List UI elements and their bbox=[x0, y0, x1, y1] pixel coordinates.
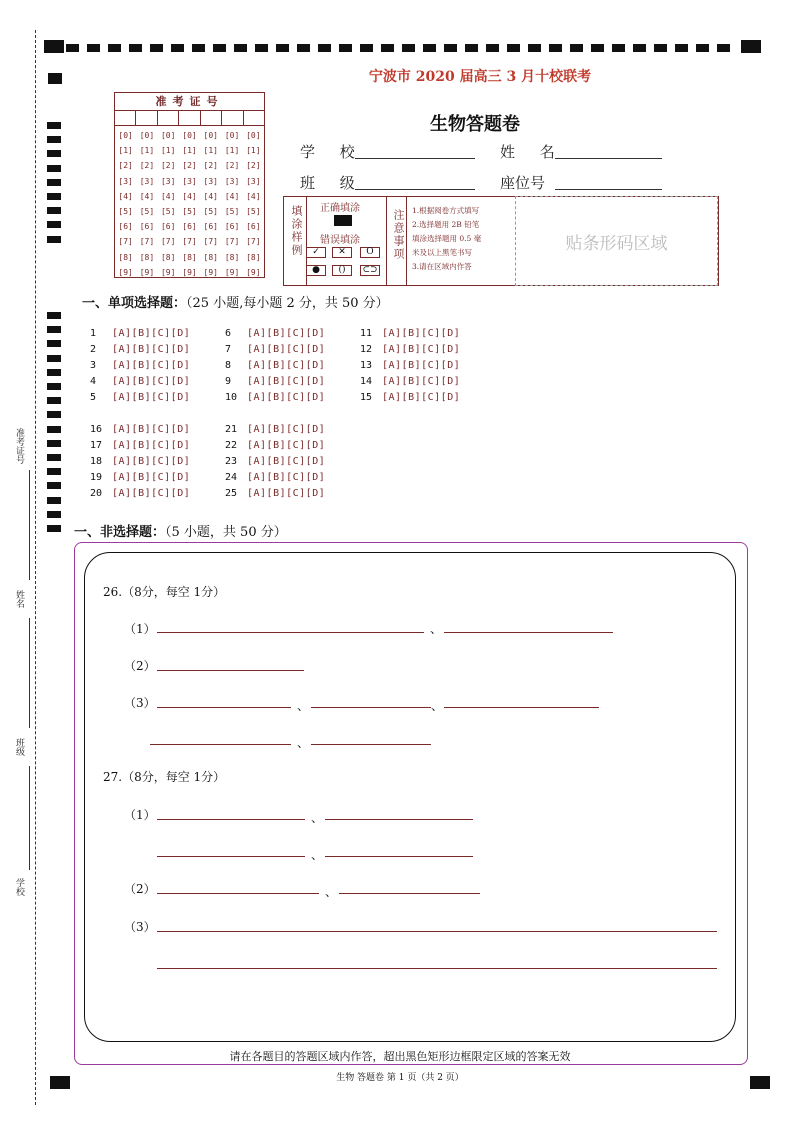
wrong-fill-label: 错误填涂 bbox=[320, 235, 360, 246]
mcq-number: 19 bbox=[90, 472, 103, 483]
admission-bubble[interactable]: [2] bbox=[118, 161, 133, 171]
timing-mark bbox=[47, 426, 61, 433]
timing-mark bbox=[47, 397, 61, 404]
mcq-question-5 bbox=[90, 392, 190, 403]
document-title: 生物答题卷 bbox=[430, 114, 520, 135]
admission-bubble[interactable]: [0] bbox=[139, 131, 155, 141]
exam-title: 宁波市 2020 届高三 3 月十校联考 bbox=[368, 69, 592, 85]
mcq-options[interactable]: [A][B][C][D] bbox=[382, 376, 461, 387]
admission-bubble[interactable]: [3] bbox=[224, 176, 240, 186]
name-label: 姓 名 bbox=[500, 143, 565, 161]
timing-mark bbox=[47, 497, 61, 504]
timing-mark-corner bbox=[741, 40, 761, 53]
mcq-question-2 bbox=[90, 344, 190, 355]
admission-bubble[interactable]: [4] bbox=[203, 191, 218, 201]
timing-mark bbox=[47, 369, 61, 376]
admission-bubble[interactable]: [4] bbox=[139, 191, 155, 201]
mcq-number: 14 bbox=[360, 376, 373, 387]
mcq-question-8 bbox=[225, 360, 325, 371]
q27-1-blank-c[interactable] bbox=[157, 856, 305, 857]
admission-bubble[interactable]: [6] bbox=[246, 222, 261, 232]
admission-bubble[interactable]: [5] bbox=[139, 207, 155, 217]
mcq-question-9 bbox=[225, 376, 325, 387]
mcq-options[interactable]: [A][B][C][D] bbox=[247, 440, 326, 451]
class-field[interactable] bbox=[355, 189, 475, 190]
section2-title: 一、非选择题： bbox=[74, 525, 166, 540]
timing-mark bbox=[47, 525, 61, 532]
admission-digit-row bbox=[115, 204, 264, 219]
mcq-options[interactable]: [A][B][C][D] bbox=[247, 456, 326, 467]
mcq-number: 7 bbox=[225, 344, 232, 355]
mcq-question-6 bbox=[225, 328, 325, 339]
q27-part2-label: （2） bbox=[124, 882, 156, 896]
mcq-number: 18 bbox=[90, 456, 103, 467]
admission-bubble[interactable]: [5] bbox=[203, 207, 218, 217]
wrong-mark-cross: ✕ bbox=[332, 247, 352, 258]
notice-line: 米及以上黑笔书写 bbox=[412, 248, 472, 257]
q27-1-blank-b[interactable] bbox=[325, 819, 473, 820]
admission-bubble[interactable]: [0] bbox=[224, 131, 240, 141]
mcq-number: 8 bbox=[225, 360, 232, 371]
mcq-question-13 bbox=[360, 360, 460, 371]
school-label: 学 校 bbox=[300, 143, 365, 161]
mcq-number: 21 bbox=[225, 424, 238, 435]
mcq-question-16 bbox=[90, 424, 190, 435]
name-field[interactable] bbox=[555, 158, 662, 159]
mcq-question-21 bbox=[225, 424, 325, 435]
timing-mark bbox=[47, 326, 61, 333]
admission-bubble[interactable]: [5] bbox=[118, 207, 133, 217]
mcq-options[interactable]: [A][B][C][D] bbox=[247, 376, 326, 387]
admission-bubble[interactable]: [1] bbox=[139, 146, 155, 156]
admission-bubble[interactable]: [9] bbox=[160, 267, 176, 277]
mcq-question-15 bbox=[360, 392, 460, 403]
mcq-options[interactable]: [A][B][C][D] bbox=[112, 472, 191, 483]
admission-bubble[interactable]: [9] bbox=[203, 267, 218, 277]
timing-mark bbox=[47, 122, 61, 129]
fill-sample-label: 填涂样例 bbox=[290, 205, 303, 257]
timing-mark bbox=[47, 482, 61, 489]
mcq-question-18 bbox=[90, 456, 190, 467]
admission-bubble[interactable]: [3] bbox=[246, 176, 261, 186]
q26-3-blank-d[interactable] bbox=[150, 744, 291, 745]
admission-bubble[interactable]: [4] bbox=[182, 191, 197, 201]
mcq-question-4 bbox=[90, 376, 190, 387]
timing-mark bbox=[47, 440, 61, 447]
q26-title: 26.（8分，每空 1分） bbox=[103, 585, 226, 599]
q26-3-blank-a[interactable] bbox=[157, 707, 291, 708]
mcq-question-23 bbox=[225, 456, 325, 467]
mcq-question-25 bbox=[225, 488, 325, 499]
admission-bubble[interactable]: [6] bbox=[160, 222, 176, 232]
class-label: 班 级 bbox=[300, 174, 365, 192]
admission-bubble[interactable]: [0] bbox=[246, 131, 261, 141]
mcq-options[interactable]: [A][B][C][D] bbox=[247, 424, 326, 435]
admission-bubble[interactable]: [6] bbox=[139, 222, 155, 232]
notice-line: 3.请在区域内作答 bbox=[412, 262, 472, 271]
admission-bubble[interactable]: [2] bbox=[203, 161, 218, 171]
admission-bubble[interactable]: [8] bbox=[246, 252, 261, 262]
admission-bubble[interactable]: [2] bbox=[182, 161, 197, 171]
admission-bubble[interactable]: [8] bbox=[139, 252, 155, 262]
timing-mark bbox=[47, 383, 61, 390]
admission-bubble[interactable]: [9] bbox=[118, 267, 133, 277]
mcq-number: 16 bbox=[90, 424, 103, 435]
admission-bubble[interactable]: [4] bbox=[160, 191, 176, 201]
admission-bubble[interactable]: [1] bbox=[182, 146, 197, 156]
mcq-number: 4 bbox=[90, 376, 97, 387]
q26-part1-label: （1） bbox=[124, 622, 156, 636]
mcq-number: 6 bbox=[225, 328, 232, 339]
mcq-number: 13 bbox=[360, 360, 373, 371]
binding-label-class: 班级 bbox=[14, 738, 24, 756]
timing-mark-strip bbox=[66, 44, 736, 52]
admission-bubble[interactable]: [0] bbox=[160, 131, 176, 141]
mcq-number: 5 bbox=[90, 392, 97, 403]
section1-desc: （25 小题,每小题 2 分，共 50 分） bbox=[186, 296, 389, 311]
mcq-number: 22 bbox=[225, 440, 238, 451]
admission-bubble[interactable]: [7] bbox=[118, 237, 133, 247]
mcq-number: 12 bbox=[360, 344, 373, 355]
notice-line: 填涂选择题用 0.5 毫 bbox=[412, 234, 482, 243]
admission-bubble[interactable]: [2] bbox=[160, 161, 176, 171]
admission-bubble[interactable]: [1] bbox=[203, 146, 218, 156]
mcq-question-17 bbox=[90, 440, 190, 451]
q26-3-blank-c[interactable] bbox=[444, 707, 599, 708]
admission-digit-row bbox=[115, 250, 264, 265]
timing-mark bbox=[47, 312, 61, 319]
mcq-question-19 bbox=[90, 472, 190, 483]
admission-bubble[interactable]: [8] bbox=[224, 252, 240, 262]
admission-bubble[interactable]: [9] bbox=[182, 267, 197, 277]
admission-bubble[interactable]: [0] bbox=[182, 131, 197, 141]
mcq-question-24 bbox=[225, 472, 325, 483]
separator: 、 bbox=[297, 699, 310, 713]
admission-digit-row bbox=[115, 158, 264, 173]
mcq-options[interactable]: [A][B][C][D] bbox=[112, 424, 191, 435]
timing-mark bbox=[47, 511, 61, 518]
mcq-number: 11 bbox=[360, 328, 373, 339]
q27-3-blank-a[interactable] bbox=[157, 931, 717, 932]
q26-1-blank-b[interactable] bbox=[444, 632, 613, 633]
mcq-options[interactable]: [A][B][C][D] bbox=[382, 392, 461, 403]
admission-bubble[interactable]: [2] bbox=[139, 161, 155, 171]
admission-bubble[interactable]: [1] bbox=[224, 146, 240, 156]
notice-label: 注意事项 bbox=[392, 209, 405, 261]
admission-bubble[interactable]: [3] bbox=[182, 176, 197, 186]
seat-label: 座位号 bbox=[500, 174, 546, 192]
q26-3-blank-e[interactable] bbox=[311, 744, 431, 745]
mcq-options[interactable]: [A][B][C][D] bbox=[247, 328, 326, 339]
admission-bubble[interactable]: [1] bbox=[160, 146, 176, 156]
admission-bubble[interactable]: [5] bbox=[224, 207, 240, 217]
admission-bubble[interactable]: [5] bbox=[246, 207, 261, 217]
wrong-mark-dot: ● bbox=[306, 265, 326, 276]
mcq-number: 1 bbox=[90, 328, 97, 339]
wrong-mark-oval: ⊂⊃ bbox=[360, 265, 380, 276]
mcq-number: 2 bbox=[90, 344, 97, 355]
timing-mark-corner bbox=[44, 40, 64, 53]
admission-bubble[interactable]: [1] bbox=[246, 146, 261, 156]
correct-fill-label: 正确填涂 bbox=[320, 203, 360, 214]
admission-digit-row bbox=[115, 128, 264, 143]
correct-fill-mark bbox=[334, 215, 352, 226]
admission-bubble[interactable]: [0] bbox=[118, 131, 133, 141]
q27-2-blank-a[interactable] bbox=[157, 893, 319, 894]
admission-digit-row bbox=[115, 174, 264, 189]
mcq-options[interactable]: [A][B][C][D] bbox=[112, 344, 191, 355]
mcq-question-22 bbox=[225, 440, 325, 451]
q27-1-blank-a[interactable] bbox=[157, 819, 305, 820]
mcq-options[interactable]: [A][B][C][D] bbox=[247, 392, 326, 403]
mcq-number: 17 bbox=[90, 440, 103, 451]
q26-3-blank-b[interactable] bbox=[311, 707, 431, 708]
admission-bubble[interactable]: [3] bbox=[203, 176, 218, 186]
binding-underline bbox=[29, 470, 30, 580]
timing-mark bbox=[47, 179, 61, 186]
mcq-number: 20 bbox=[90, 488, 103, 499]
mcq-number: 24 bbox=[225, 472, 238, 483]
mcq-options[interactable]: [A][B][C][D] bbox=[382, 360, 461, 371]
mcq-options[interactable]: [A][B][C][D] bbox=[247, 472, 326, 483]
q27-part3-label: （3） bbox=[124, 920, 156, 934]
timing-mark bbox=[47, 236, 61, 243]
q27-part1-label: （1） bbox=[124, 808, 156, 822]
admission-bubble[interactable]: [9] bbox=[139, 267, 155, 277]
mcq-options[interactable]: [A][B][C][D] bbox=[112, 488, 191, 499]
mcq-options[interactable]: [A][B][C][D] bbox=[247, 344, 326, 355]
wrong-mark-circle: O bbox=[360, 247, 380, 258]
timing-mark bbox=[47, 150, 61, 157]
mcq-question-12 bbox=[360, 344, 460, 355]
admission-digit-row bbox=[115, 234, 264, 249]
seat-field[interactable] bbox=[555, 189, 662, 190]
mcq-question-11 bbox=[360, 328, 460, 339]
mcq-options[interactable]: [A][B][C][D] bbox=[112, 360, 191, 371]
admission-bubble[interactable]: [6] bbox=[182, 222, 197, 232]
q27-2-blank-b[interactable] bbox=[339, 893, 480, 894]
mcq-number: 3 bbox=[90, 360, 97, 371]
timing-mark-corner bbox=[750, 1076, 770, 1089]
admission-bubble[interactable]: [7] bbox=[203, 237, 218, 247]
admission-bubble[interactable]: [4] bbox=[246, 191, 261, 201]
q27-3-blank-b[interactable] bbox=[157, 968, 717, 969]
admission-bubble[interactable]: [7] bbox=[160, 237, 176, 247]
separator: 、 bbox=[325, 885, 338, 899]
mcq-question-14 bbox=[360, 376, 460, 387]
admission-bubble[interactable]: [3] bbox=[118, 176, 133, 186]
mcq-question-1 bbox=[90, 328, 190, 339]
admission-bubble[interactable]: [5] bbox=[182, 207, 197, 217]
admission-bubble[interactable]: [9] bbox=[224, 267, 240, 277]
admission-bubble[interactable]: [5] bbox=[160, 207, 176, 217]
q27-title: 27.（8分，每空 1分） bbox=[103, 770, 226, 784]
admission-bubble[interactable]: [4] bbox=[118, 191, 133, 201]
timing-mark bbox=[47, 207, 61, 214]
admission-bubble[interactable]: [7] bbox=[139, 237, 155, 247]
mcq-number: 15 bbox=[360, 392, 373, 403]
timing-mark bbox=[47, 165, 61, 172]
admission-bubble[interactable]: [9] bbox=[246, 267, 261, 277]
wrong-mark-check: ✓ bbox=[306, 247, 326, 258]
q26-part3-label: （3） bbox=[124, 696, 156, 710]
mcq-options[interactable]: [A][B][C][D] bbox=[112, 440, 191, 451]
mcq-options[interactable]: [A][B][C][D] bbox=[382, 344, 461, 355]
q26-2-blank[interactable] bbox=[157, 670, 304, 671]
mcq-number: 9 bbox=[225, 376, 232, 387]
admission-bubble[interactable]: [2] bbox=[246, 161, 261, 171]
section2-desc: （5 小题，共 50 分） bbox=[165, 525, 287, 540]
notice-line: 1.根据阅卷方式填写 bbox=[412, 206, 480, 215]
timing-mark bbox=[47, 340, 61, 347]
timing-mark bbox=[47, 355, 61, 362]
q26-1-blank-a[interactable] bbox=[157, 632, 424, 633]
admission-bubble[interactable]: [8] bbox=[118, 252, 133, 262]
mcq-question-10 bbox=[225, 392, 325, 403]
admission-bubble[interactable]: [3] bbox=[139, 176, 155, 186]
school-field[interactable] bbox=[355, 158, 475, 159]
admission-bubble[interactable]: [2] bbox=[224, 161, 240, 171]
mcq-number: 10 bbox=[225, 392, 238, 403]
mcq-question-20 bbox=[90, 488, 190, 499]
admission-number-grid bbox=[114, 92, 265, 278]
mcq-options[interactable]: [A][B][C][D] bbox=[112, 376, 191, 387]
mcq-options[interactable]: [A][B][C][D] bbox=[112, 328, 191, 339]
timing-mark bbox=[47, 193, 61, 200]
mcq-options[interactable]: [A][B][C][D] bbox=[382, 328, 461, 339]
binding-line bbox=[35, 30, 36, 1105]
admission-digit-row bbox=[115, 189, 264, 204]
timing-mark-corner bbox=[50, 1076, 70, 1089]
admission-bubble[interactable]: [7] bbox=[224, 237, 240, 247]
mcq-options[interactable]: [A][B][C][D] bbox=[247, 488, 326, 499]
q27-1-blank-d[interactable] bbox=[325, 856, 473, 857]
timing-mark bbox=[48, 73, 62, 84]
mcq-options[interactable]: [A][B][C][D] bbox=[112, 456, 191, 467]
notice-line: 2.选择题用 2B 铅笔 bbox=[412, 220, 480, 229]
timing-mark bbox=[47, 136, 61, 143]
binding-underline bbox=[29, 618, 30, 728]
q26-part2-label: （2） bbox=[124, 659, 156, 673]
section1-title: 一、单项选择题： bbox=[82, 296, 187, 311]
timing-mark bbox=[47, 221, 61, 228]
admission-bubble[interactable]: [4] bbox=[224, 191, 240, 201]
admission-bubble[interactable]: [6] bbox=[118, 222, 133, 232]
admission-bubble[interactable]: [6] bbox=[224, 222, 240, 232]
timing-mark bbox=[47, 468, 61, 475]
admission-write-cells[interactable] bbox=[115, 111, 264, 126]
admission-bubble-rows[interactable] bbox=[115, 126, 264, 280]
admission-digit-row bbox=[115, 143, 264, 158]
mcq-number: 25 bbox=[225, 488, 238, 499]
separator: 、 bbox=[297, 736, 310, 750]
mcq-options[interactable]: [A][B][C][D] bbox=[112, 392, 191, 403]
mcq-question-7 bbox=[225, 344, 325, 355]
admission-grid-title: 准考证号 bbox=[115, 93, 264, 111]
binding-label-admission: 准考证号 bbox=[14, 428, 24, 464]
separator: 、 bbox=[311, 848, 324, 862]
timing-mark bbox=[47, 454, 61, 461]
mcq-question-3 bbox=[90, 360, 190, 371]
admission-bubble[interactable]: [1] bbox=[118, 146, 133, 156]
answer-area-warning: 请在各题目的答题区域内作答，超出黑色矩形边框限定区域的答案无效 bbox=[229, 1051, 571, 1063]
section1-heading bbox=[82, 292, 389, 311]
admission-bubble[interactable]: [8] bbox=[203, 252, 218, 262]
admission-digit-row bbox=[115, 219, 264, 234]
admission-bubble[interactable]: [8] bbox=[182, 252, 197, 262]
admission-bubble[interactable]: [3] bbox=[160, 176, 176, 186]
binding-label-name: 姓名 bbox=[14, 590, 24, 608]
admission-bubble[interactable]: [8] bbox=[160, 252, 176, 262]
separator: 、 bbox=[430, 622, 443, 636]
page-footer: 生物 答题卷 第 1 页（共 2 页） bbox=[336, 1073, 464, 1083]
admission-bubble[interactable]: [0] bbox=[203, 131, 218, 141]
binding-underline bbox=[29, 766, 30, 870]
timing-mark bbox=[47, 411, 61, 418]
mcq-number: 23 bbox=[225, 456, 238, 467]
mcq-options[interactable]: [A][B][C][D] bbox=[247, 360, 326, 371]
wrong-mark-paren: () bbox=[332, 265, 352, 276]
admission-bubble[interactable]: [6] bbox=[203, 222, 218, 232]
admission-digit-row bbox=[115, 265, 264, 280]
binding-label-school: 学校 bbox=[14, 878, 24, 896]
separator: 、 bbox=[431, 699, 444, 713]
separator: 、 bbox=[311, 811, 324, 825]
admission-bubble[interactable]: [7] bbox=[182, 237, 197, 247]
admission-bubble[interactable]: [7] bbox=[246, 237, 261, 247]
barcode-zone[interactable]: 贴条形码区域 bbox=[515, 196, 718, 286]
section2-heading bbox=[74, 521, 287, 540]
